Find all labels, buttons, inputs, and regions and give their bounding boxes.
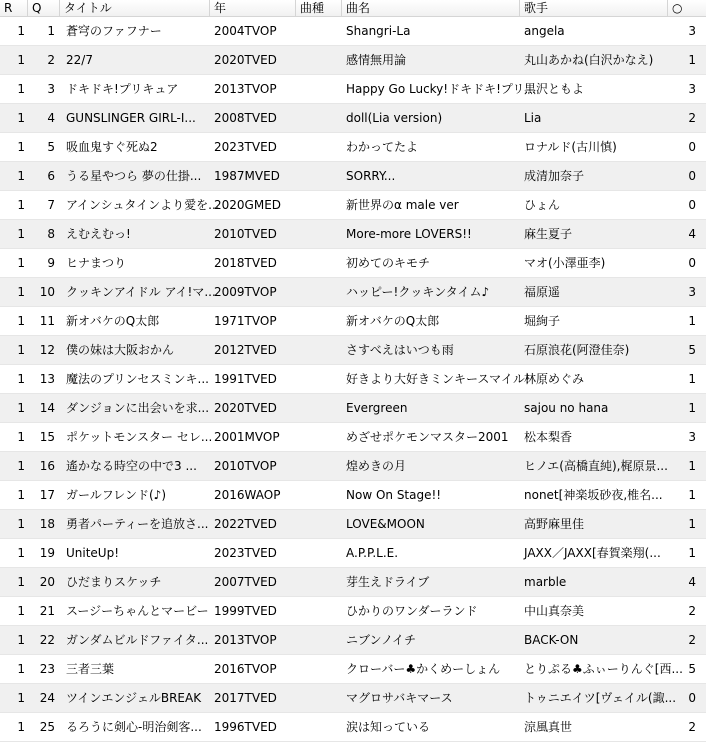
cell-year: 2007TVED: [214, 575, 277, 589]
table-row[interactable]: [0, 597, 706, 626]
cell-year: 1999TVED: [214, 604, 277, 618]
cell-title: ガンダムビルドファイタ...: [66, 633, 209, 647]
cell-r: 1: [17, 256, 25, 270]
cell-r: 1: [17, 546, 25, 560]
table-row[interactable]: [0, 249, 706, 278]
cell-year: 2023TVED: [214, 140, 277, 154]
cell-circle: 1: [688, 488, 696, 502]
cell-year: 1991TVED: [214, 372, 277, 386]
table-row[interactable]: [0, 278, 706, 307]
table-row[interactable]: [0, 220, 706, 249]
cell-r: 1: [17, 111, 25, 125]
cell-r: 1: [17, 53, 25, 67]
cell-r: 1: [17, 140, 25, 154]
cell-circle: 4: [688, 227, 696, 241]
table-row[interactable]: [0, 510, 706, 539]
cell-artist: 丸山あかね(白沢かなえ): [524, 53, 654, 67]
table-row[interactable]: [0, 336, 706, 365]
cell-title: スージーちゃんとマービー: [66, 604, 209, 618]
cell-r: 1: [17, 372, 25, 386]
cell-year: 2010TVED: [214, 227, 277, 241]
cell-circle: 0: [688, 691, 696, 705]
cell-q: 20: [39, 575, 55, 589]
cell-song: 感情無用論: [346, 53, 407, 67]
cell-song: 新世界のα male ver: [346, 198, 459, 212]
cell-song: More-more LOVERS!!: [346, 227, 472, 241]
cell-song: ニブンノイチ: [346, 633, 416, 647]
cell-r: 1: [17, 575, 25, 589]
cell-circle: 3: [688, 82, 696, 96]
column-header-q[interactable]: Q: [28, 0, 60, 16]
cell-artist: 麻生夏子: [524, 227, 573, 241]
cell-title: るろうに剣心-明治剣客...: [66, 720, 202, 734]
table-row[interactable]: [0, 307, 706, 336]
column-header-year[interactable]: 年: [210, 0, 296, 16]
cell-song: Happy Go Lucky!ドキドキ!プリ...: [346, 82, 536, 96]
cell-q: 25: [39, 720, 55, 734]
table-row[interactable]: [0, 133, 706, 162]
cell-r: 1: [17, 633, 25, 647]
cell-r: 1: [17, 314, 25, 328]
cell-artist: marble: [524, 575, 567, 589]
cell-r: 1: [17, 604, 25, 618]
cell-q: 24: [39, 691, 55, 705]
cell-artist: 黒沢ともよ: [524, 82, 585, 96]
cell-title: クッキンアイドル アイ!マ...: [66, 285, 216, 299]
cell-circle: 3: [688, 285, 696, 299]
cell-artist: ひょん: [524, 198, 561, 212]
cell-year: 2018TVED: [214, 256, 277, 270]
cell-artist: 涼風真世: [524, 720, 573, 734]
cell-artist: angela: [524, 24, 565, 38]
cell-r: 1: [17, 401, 25, 415]
table-row[interactable]: [0, 713, 706, 742]
cell-title: ヒナまつり: [66, 256, 127, 270]
cell-song: 新オバケのQ太郎: [346, 314, 440, 328]
cell-circle: 1: [688, 546, 696, 560]
cell-circle: 3: [688, 430, 696, 444]
cell-q: 23: [39, 662, 55, 676]
cell-title: UniteUp!: [66, 546, 120, 560]
cell-title: ツインエンジェルBREAK: [66, 691, 202, 705]
cell-artist: マオ(小澤亜李): [524, 256, 606, 270]
cell-artist: 石原浪花(阿澄佳奈): [524, 343, 630, 357]
cell-song: ハッピー!クッキンタイム♪: [346, 285, 490, 299]
cell-song: A.P.P.L.E.: [346, 546, 399, 560]
cell-artist: ロナルド(古川慎): [524, 140, 617, 154]
cell-r: 1: [17, 24, 25, 38]
cell-circle: 2: [688, 111, 696, 125]
cell-circle: 2: [688, 633, 696, 647]
cell-year: 2020TVED: [214, 53, 277, 67]
table-row[interactable]: [0, 626, 706, 655]
cell-year: 2016WAOP: [214, 488, 281, 502]
cell-song: Shangri-La: [346, 24, 411, 38]
cell-r: 1: [17, 285, 25, 299]
cell-circle: 0: [688, 169, 696, 183]
cell-title: 三者三葉: [66, 662, 115, 676]
cell-song: めざせポケモンマスター2001: [346, 430, 509, 444]
cell-r: 1: [17, 198, 25, 212]
cell-q: 2: [47, 53, 55, 67]
cell-song: わかってたよ: [346, 140, 419, 154]
cell-circle: 4: [688, 575, 696, 589]
cell-artist: ヒノエ(高橋直純),梶原景...: [524, 459, 668, 473]
cell-year: 2004TVOP: [214, 24, 277, 38]
cell-r: 1: [17, 488, 25, 502]
cell-q: 13: [39, 372, 55, 386]
table-row[interactable]: [0, 365, 706, 394]
cell-title: ひだまりスケッチ: [66, 575, 162, 589]
cell-song: LOVE&MOON: [346, 517, 425, 531]
cell-year: 2022TVED: [214, 517, 277, 531]
cell-song: 煌めきの月: [346, 459, 407, 473]
cell-circle: 0: [688, 198, 696, 212]
cell-song: 初めてのキモチ: [346, 256, 431, 270]
cell-circle: 5: [688, 662, 696, 676]
table-row[interactable]: [0, 162, 706, 191]
cell-title: GUNSLINGER GIRL-I...: [66, 111, 196, 125]
cell-year: 2013TVOP: [214, 633, 277, 647]
table-row[interactable]: [0, 423, 706, 452]
cell-title: ドキドキ!プリキュア: [66, 82, 179, 96]
cell-title: 遙かなる時空の中で3 ...: [66, 459, 197, 473]
cell-circle: 1: [688, 314, 696, 328]
cell-q: 8: [47, 227, 55, 241]
cell-year: 2016TVOP: [214, 662, 277, 676]
column-header-genre[interactable]: 曲種: [296, 0, 342, 16]
cell-year: 2013TVOP: [214, 82, 277, 96]
cell-artist: 林原めぐみ: [524, 372, 585, 386]
cell-title: 勇者パーティーを追放さ...: [66, 517, 209, 531]
column-header-artist[interactable]: 歌手: [520, 0, 668, 16]
cell-song: 芽生えドライブ: [346, 575, 430, 589]
cell-artist: トゥニエイツ[ヴェイル(諏...: [524, 691, 677, 705]
table-row[interactable]: [0, 655, 706, 684]
table-row[interactable]: [0, 481, 706, 510]
cell-q: 19: [39, 546, 55, 560]
cell-circle: 2: [688, 604, 696, 618]
cell-year: 2020GMED: [214, 198, 282, 212]
column-header-circle[interactable]: ○: [672, 1, 683, 15]
cell-q: 21: [39, 604, 55, 618]
cell-song: クローバー♣かくめーしょん: [346, 662, 501, 676]
table-row[interactable]: [0, 191, 706, 220]
cell-q: 4: [47, 111, 55, 125]
cell-song: doll(Lia version): [346, 111, 443, 125]
cell-circle: 2: [688, 720, 696, 734]
table-row[interactable]: [0, 75, 706, 104]
cell-r: 1: [17, 662, 25, 676]
cell-circle: 1: [688, 459, 696, 473]
cell-circle: 1: [688, 401, 696, 415]
cell-artist: nonet[神楽坂砂夜,椎名...: [524, 488, 663, 502]
column-header-song[interactable]: 曲名: [342, 0, 520, 16]
table-row[interactable]: [0, 17, 706, 46]
cell-circle: 3: [688, 24, 696, 38]
cell-circle: 5: [688, 343, 696, 357]
cell-q: 7: [47, 198, 55, 212]
cell-circle: 0: [688, 256, 696, 270]
cell-circle: 1: [688, 372, 696, 386]
column-header-title[interactable]: タイトル: [60, 0, 210, 16]
cell-year: 1996TVED: [214, 720, 277, 734]
cell-title: えむえむっ!: [66, 227, 131, 241]
cell-q: 17: [39, 488, 55, 502]
cell-artist: 成清加奈子: [524, 169, 585, 183]
cell-artist: 松本梨香: [524, 430, 573, 444]
table-row[interactable]: [0, 104, 706, 133]
table-row[interactable]: [0, 539, 706, 568]
cell-year: 2023TVED: [214, 546, 277, 560]
cell-artist: sajou no hana: [524, 401, 609, 415]
cell-r: 1: [17, 430, 25, 444]
cell-title: ダンジョンに出会いを求...: [66, 401, 210, 415]
table-header: [0, 0, 706, 17]
cell-q: 1: [47, 24, 55, 38]
table-row[interactable]: [0, 684, 706, 713]
cell-song: 好きより大好きミンキースマイル!: [346, 372, 530, 386]
cell-circle: 1: [688, 517, 696, 531]
cell-q: 18: [39, 517, 55, 531]
cell-artist: 高野麻里佳: [524, 517, 585, 531]
cell-artist: とりぷる♣ふぃーりんぐ[西...: [524, 662, 683, 676]
cell-title: ガールフレンド(♪): [66, 488, 167, 502]
cell-r: 1: [17, 691, 25, 705]
cell-r: 1: [17, 227, 25, 241]
cell-title: 蒼穹のファフナー: [66, 24, 162, 38]
cell-q: 15: [39, 430, 55, 444]
cell-year: 1987MVED: [214, 169, 280, 183]
cell-q: 6: [47, 169, 55, 183]
cell-title: アインシュタインより愛を...: [66, 198, 220, 212]
cell-artist: 堀絢子: [524, 314, 561, 328]
cell-q: 10: [39, 285, 55, 299]
cell-q: 11: [39, 314, 55, 328]
cell-q: 9: [47, 256, 55, 270]
table-row[interactable]: [0, 568, 706, 597]
cell-artist: Lia: [524, 111, 542, 125]
cell-r: 1: [17, 720, 25, 734]
cell-year: 2008TVED: [214, 111, 277, 125]
cell-artist: 福原遥: [524, 285, 561, 299]
cell-q: 14: [39, 401, 55, 415]
cell-title: うる星やつら 夢の仕掛...: [66, 169, 202, 183]
cell-year: 2001MVOP: [214, 430, 280, 444]
cell-r: 1: [17, 169, 25, 183]
cell-year: 2012TVED: [214, 343, 277, 357]
cell-q: 5: [47, 140, 55, 154]
cell-song: SORRY...: [346, 169, 396, 183]
cell-r: 1: [17, 343, 25, 357]
cell-r: 1: [17, 517, 25, 531]
cell-circle: 0: [688, 140, 696, 154]
cell-song: 涙は知っている: [346, 720, 431, 734]
table-row[interactable]: [0, 394, 706, 423]
cell-r: 1: [17, 82, 25, 96]
cell-title: 新オバケのQ太郎: [66, 314, 160, 328]
cell-artist: BACK-ON: [524, 633, 579, 647]
cell-q: 16: [39, 459, 55, 473]
cell-title: 22/7: [66, 53, 93, 67]
cell-year: 2017TVED: [214, 691, 277, 705]
table-row[interactable]: [0, 452, 706, 481]
table-row[interactable]: [0, 46, 706, 75]
column-header-r[interactable]: R: [0, 0, 28, 16]
cell-song: さすべえはいつも雨: [346, 343, 454, 357]
cell-song: ひかりのワンダーランド: [346, 604, 478, 618]
cell-artist: JAXX／JAXX[春賀楽翔(...: [524, 546, 661, 560]
cell-title: ポケットモンスター セレ...: [66, 430, 213, 444]
cell-title: 僕の妹は大阪おかん: [66, 343, 175, 357]
cell-year: 2010TVOP: [214, 459, 277, 473]
cell-year: 2020TVED: [214, 401, 277, 415]
cell-year: 2009TVOP: [214, 285, 277, 299]
cell-q: 3: [47, 82, 55, 96]
cell-song: Now On Stage!!: [346, 488, 442, 502]
cell-q: 22: [39, 633, 55, 647]
cell-q: 12: [39, 343, 55, 357]
cell-song: Evergreen: [346, 401, 408, 415]
cell-r: 1: [17, 459, 25, 473]
cell-title: 吸血鬼すぐ死ぬ2: [66, 140, 158, 154]
cell-song: マグロサバキマース: [346, 691, 453, 705]
cell-artist: 中山真奈美: [524, 604, 585, 618]
cell-circle: 1: [688, 53, 696, 67]
cell-year: 1971TVOP: [214, 314, 277, 328]
cell-title: 魔法のプリンセスミンキ...: [66, 372, 209, 386]
